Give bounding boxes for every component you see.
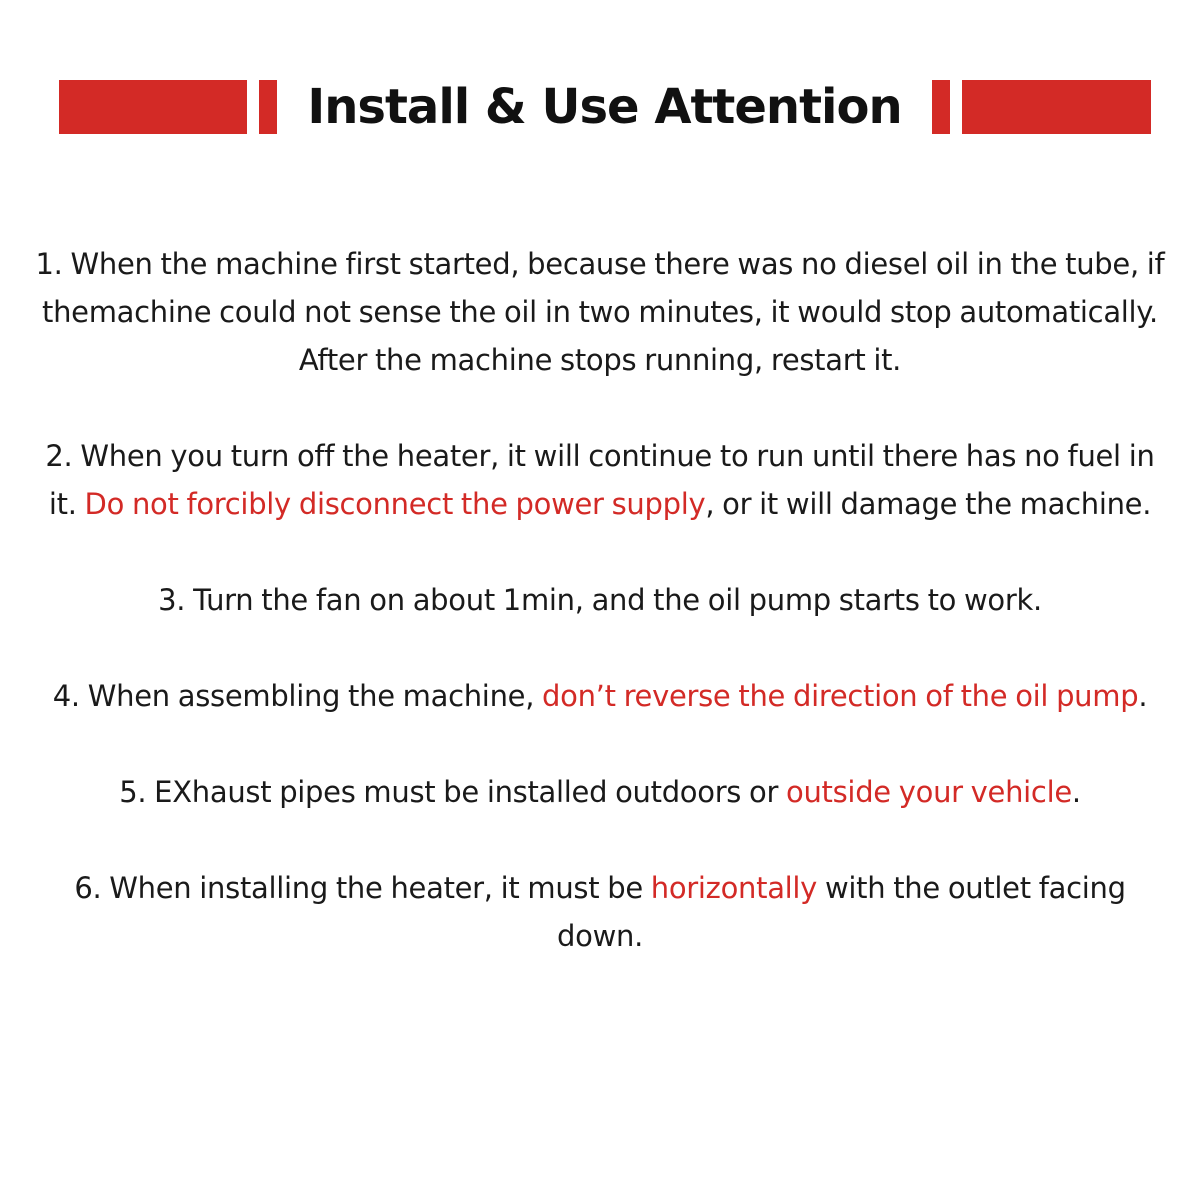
item-4-text-end: . bbox=[1138, 679, 1148, 713]
attention-list bbox=[30, 240, 1170, 1008]
item-2-text-end: , or it will damage the machine. bbox=[705, 487, 1152, 521]
attention-item-3 bbox=[30, 576, 1170, 624]
right-long-red-bar bbox=[962, 80, 1151, 134]
page-title: Install & Use Attention bbox=[307, 79, 902, 135]
item-2-text: 2. When you turn off the heater, it will continue to run until there has no fuel in it. bbox=[45, 439, 1155, 521]
attention-item-5 bbox=[30, 768, 1170, 816]
item-2-warning: Do not forcibly disconnect the power supply bbox=[84, 487, 706, 521]
item-6-text-end: with the outlet facing down. bbox=[557, 871, 1126, 953]
item-4-text: 4. When assembling the machine, bbox=[52, 679, 543, 713]
item-5-text: 5. EXhaust pipes must be installed outdoors or bbox=[119, 775, 787, 809]
right-short-red-bar bbox=[932, 80, 950, 134]
attention-item-4 bbox=[30, 672, 1170, 720]
item-4-warning: don’t reverse the direction of the oil pump bbox=[542, 679, 1139, 713]
item-3-text: 3. Turn the fan on about 1min, and the oil pump starts to work. bbox=[158, 583, 1042, 617]
attention-item-2 bbox=[30, 432, 1170, 528]
item-6-warning: horizontally bbox=[650, 871, 818, 905]
item-1-text: 1. When the machine first started, because there was no diesel oil in the tube, if themachine could not sense the oil in two minutes, it would stop automatically. After the machine stops running, restart it. bbox=[35, 247, 1165, 377]
item-5-warning: outside your vehicle bbox=[786, 775, 1072, 809]
left-long-red-bar bbox=[59, 80, 247, 134]
attention-item-1 bbox=[30, 240, 1170, 384]
item-5-text-end: . bbox=[1071, 775, 1081, 809]
item-6-text: 6. When installing the heater, it must be bbox=[74, 871, 651, 905]
left-short-red-bar bbox=[259, 80, 277, 134]
header-banner bbox=[0, 80, 1200, 136]
attention-item-6 bbox=[30, 864, 1170, 960]
